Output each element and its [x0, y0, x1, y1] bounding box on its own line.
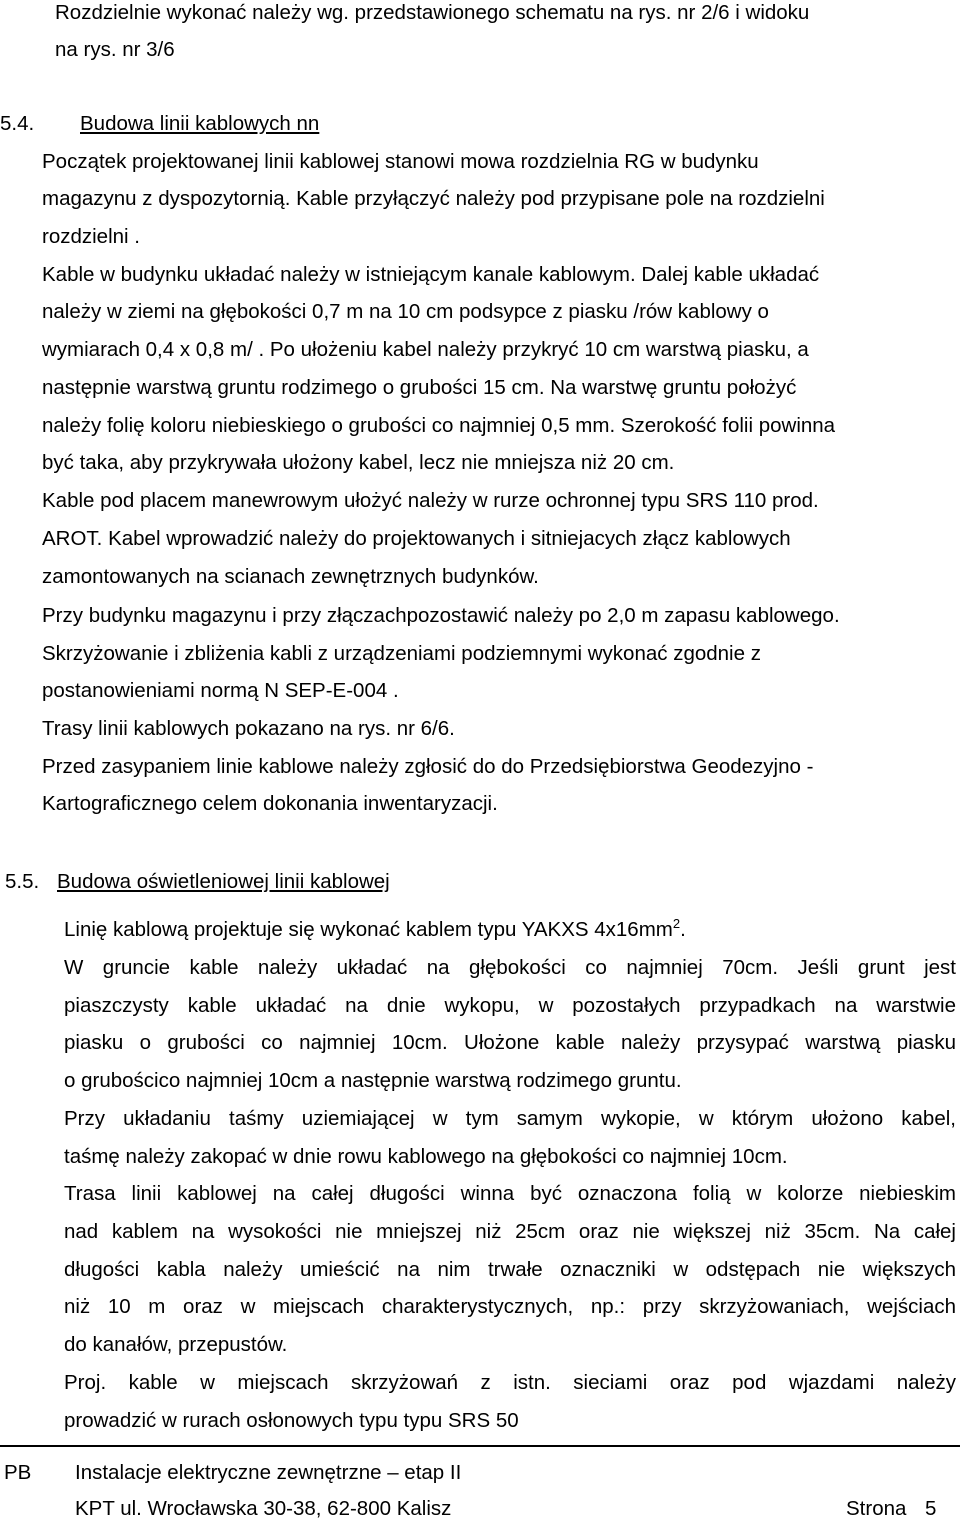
section-54-line: rozdzielni .	[42, 225, 140, 248]
section-54-line: Skrzyżowanie i zbliżenia kabli z urządzeniami podziemnymi wykonać zgodnie z	[42, 642, 761, 665]
section-54-line: być taka, aby przykrywała ułożony kabel, lecz nie mniejsza niż 20 cm.	[42, 451, 675, 474]
section-55-line: Przy układaniu taśmy uziemiającej w tym samym wykopie, w którym ułożono kabel,	[64, 1107, 956, 1130]
section-54-line: Początek projektowanej linii kablowej stanowi mowa rozdzielnia RG w budynku	[42, 150, 759, 173]
section-54-line: należy folię koloru niebieskiego o grubości co najmniej 0,5 mm. Szerokość folii powinna	[42, 414, 836, 437]
footer-initials: PB	[4, 1461, 32, 1484]
section-54-title: Budowa linii kablowych nn	[80, 112, 320, 135]
section-54-line: należy w ziemi na głębokości 0,7 m na 10 cm podsypce z piasku /rów kablowy o	[42, 300, 769, 323]
section-54-line: Trasy linii kablowych pokazano na rys. nr 6/6.	[42, 717, 455, 740]
section-54-line: wymiarach 0,4 x 0,8 m/ . Po ułożeniu kabel należy przykryć 10 cm warstwą piasku, a	[42, 338, 809, 361]
section-55-line: do kanałów, przepustów.	[64, 1333, 288, 1356]
section-54-line: następnie warstwą gruntu rodzimego o grubości 15 cm. Na warstwę gruntu położyć	[42, 376, 797, 399]
section-55-line: nad kablem na wysokości nie mniejszej niż 25cm oraz nie większej niż 35cm. Na całej	[64, 1220, 956, 1243]
section-54-line: Kable pod placem manewrowym ułożyć należy w rurze ochronnej typu SRS 110 prod.	[42, 489, 819, 512]
footer-title: Instalacje elektryczne zewnętrzne – etap II	[75, 1461, 462, 1484]
section-54-line: zamontowanych na scianach zewnętrznych budynków.	[42, 565, 539, 588]
superscript: 2	[672, 916, 681, 932]
section-55-line: taśmę należy zakopać w dnie rowu kablowego na głębokości co najmniej 10cm.	[64, 1145, 788, 1168]
section-54-line: AROT. Kabel wprowadzić należy do projektowanych i sitniejacych złącz kablowych	[42, 527, 791, 550]
section-54-line: Przed zasypaniem linie kablowe należy zgłosić do do Przedsiębiorstwa Geodezyjno -	[42, 755, 814, 778]
footer-address: KPT ul. Wrocławska 30-38, 62-800 Kalisz	[75, 1497, 452, 1520]
footer-page-number: 5	[925, 1497, 937, 1520]
section-55-number: 5.5.	[5, 870, 40, 893]
section-55-first-line	[64, 918, 686, 942]
footer-page-label: Strona	[846, 1497, 907, 1520]
section-55-line: niż 10 m oraz w miejscach charakterystycznych, np.: przy skrzyżowaniach, wejściach	[64, 1295, 956, 1318]
section-55-title: Budowa oświetleniowej linii kablowej	[57, 870, 390, 893]
section-54-line: Kartograficznego celem dokonania inwentaryzacji.	[42, 792, 498, 815]
footer-divider	[0, 1445, 960, 1447]
cable-type-text: Linię kablową projektuje się wykonać kablem typu YAKXS 4x16mm	[64, 918, 673, 941]
section-54-line: magazynu z dyspozytornią. Kable przyłączyć należy pod przypisane pole na rozdzielni	[42, 187, 825, 210]
section-55-line: piasku o grubości co najmniej 10cm. Ułożone kable należy przysypać warstwą piasku	[64, 1031, 956, 1054]
section-55-line: długości kabla należy umieścić na nim trwałe oznaczniki w odstępach nie większych	[64, 1258, 956, 1281]
intro-line-1: Rozdzielnie wykonać należy wg. przedstawionego schematu na rys. nr 2/6 i widoku	[55, 1, 810, 24]
section-54-line: postanowieniami normą N SEP-E-004 .	[42, 679, 399, 702]
section-55-line: o grubościco najmniej 10cm a następnie warstwą rodzimego gruntu.	[64, 1069, 682, 1092]
intro-line-2: na rys. nr 3/6	[55, 38, 175, 61]
period: .	[680, 918, 686, 941]
section-55-line: W gruncie kable należy układać na głębokości co najmniej 70cm. Jeśli grunt jest	[64, 956, 956, 979]
section-55-line: Trasa linii kablowej na całej długości winna być oznaczona folią w kolorze niebieskim	[64, 1182, 956, 1205]
section-54-line: Przy budynku magazynu i przy złączachpozostawić należy po 2,0 m zapasu kablowego.	[42, 604, 840, 627]
section-55-line: Proj. kable w miejscach skrzyżowań z istn. sieciami oraz pod wjazdami należy	[64, 1371, 956, 1394]
section-54-line: Kable w budynku układać należy w istniejącym kanale kablowym. Dalej kable układać	[42, 263, 820, 286]
section-55-line: piaszczysty kable układać na dnie wykopu, w pozostałych przypadkach na warstwie	[64, 994, 956, 1017]
section-54-number: 5.4.	[0, 112, 35, 135]
section-55-line: prowadzić w rurach osłonowych typu typu SRS 50	[64, 1409, 519, 1432]
